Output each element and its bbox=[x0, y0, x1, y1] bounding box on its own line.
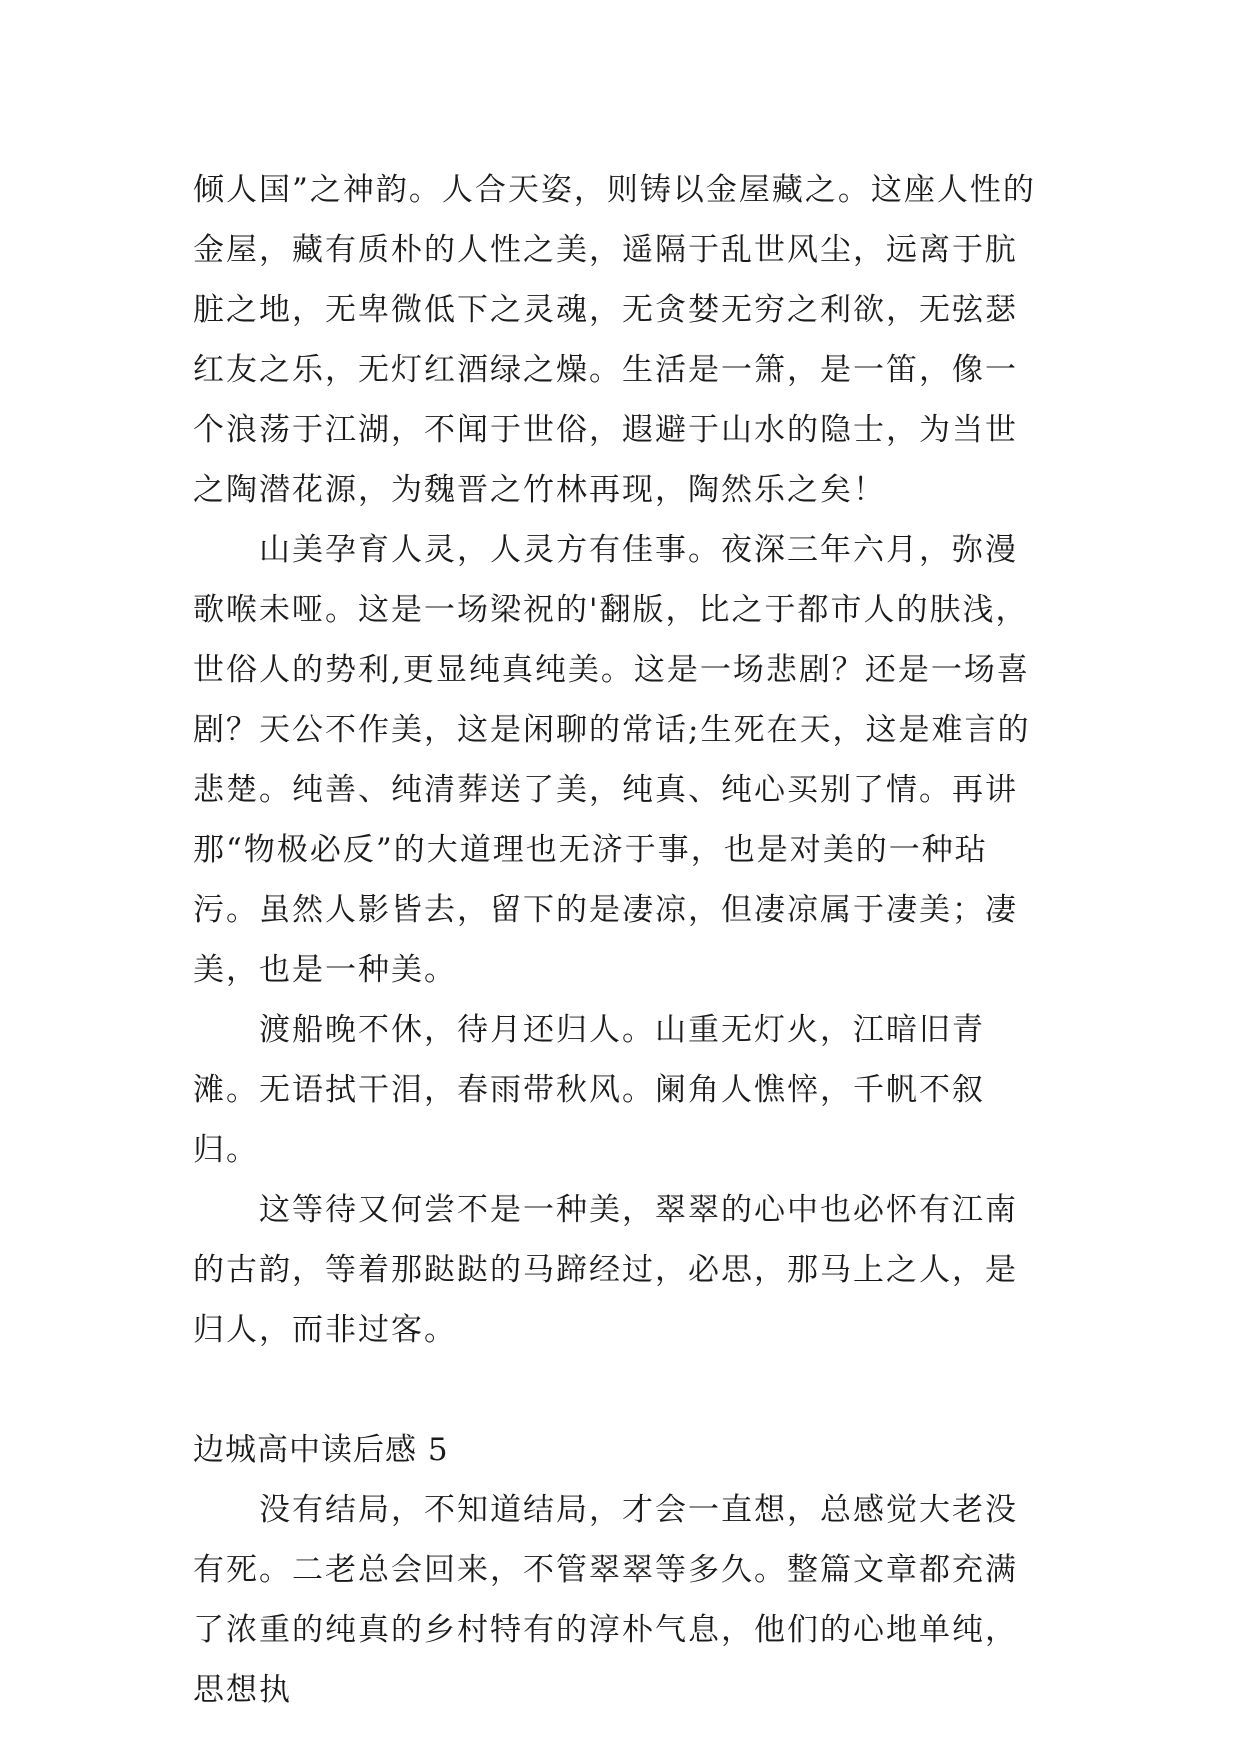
paragraph: 这等待又何尝不是一种美，翠翠的心中也必怀有江南的古韵，等着那跶跶的马蹄经过，必思，那马上之人，是归人，而非过客。 bbox=[193, 1192, 1018, 1348]
paragraph-continuation: 倾人国”之神韵。人合天姿，则铸以金屋藏之。这座人性的金屋，藏有质朴的人性之美，遥隔于乱世风尘，远离于肮脏之地，无卑微低下之灵魂，无贪婪无穷之利欲，无弦瑟红友之乐，无灯红酒绿之燥。生活是一箫，是一笛，像一个浪荡于江湖，不闻于世俗，遐避于山水的隐士，为当世之陶潜花源，为魏晋之竹林再现，陶然乐之矣！ bbox=[193, 172, 1036, 508]
section-title: 边城高中读后感 5 bbox=[193, 1432, 449, 1468]
paragraph: 山美孕育人灵，人灵方有佳事。夜深三年六月，弥漫歌喉未哑。这是一场梁祝的'翻版，比之于都市人的肤浅，世俗人的势利,更显纯真纯美。这是一场悲剧？还是一场喜剧？天公不作美，这是闲聊的常话;生死在天，这是难言的悲楚。纯善、纯清葬送了美，纯真、纯心买别了情。再讲那“物极必反”的大道理也无济于事，也是对美的一种玷污。虽然人影皆去，留下的是凄凉，但凄凉属于凄美；凄美，也是一种美。 bbox=[193, 532, 1031, 988]
document-body bbox=[193, 160, 1048, 1720]
paragraph: 没有结局，不知道结局，才会一直想，总感觉大老没有死。二老总会回来，不管翠翠等多久。整篇文章都充满了浓重的纯真的乡村特有的淳朴气息，他们的心地单纯，思想执 bbox=[193, 1492, 1018, 1708]
paragraph-poem: 渡船晚不休，待月还归人。山重无灯火，江暗旧青滩。无语拭干泪，春雨带秋风。阑角人憔悴，千帆不叙归。 bbox=[193, 1012, 985, 1168]
